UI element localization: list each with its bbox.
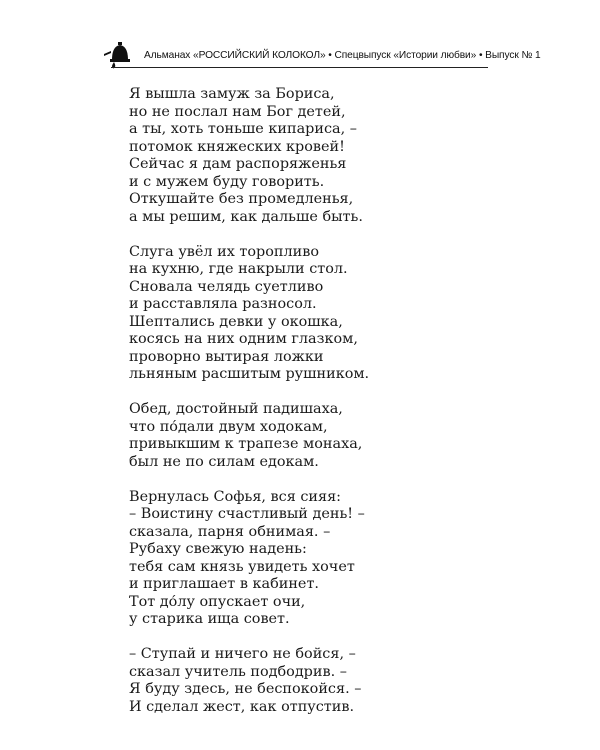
poem-line: Сейчас я дам распоряженья: [129, 156, 347, 172]
poem-line: – Воистину счастливый день! –: [129, 506, 365, 522]
poem-line: и расставляла разносол.: [129, 296, 317, 312]
poem-line: И сделал жест, как отпустив.: [129, 698, 355, 715]
poem-line: Я буду здесь, не беспокойся. –: [129, 681, 362, 697]
running-header: Альманах «РОССИЙСКИЙ КОЛОКОЛ» • Спецвыпуск «Истории любви» • Выпуск № 1: [144, 50, 541, 61]
poem-line: у старика ища совет.: [129, 611, 290, 627]
poem-line: был не по силам едокам.: [129, 453, 319, 470]
poem-line: Обед, достойный падишаха,: [129, 401, 343, 417]
stanza: [129, 489, 489, 629]
poem-line: что по́дали двум ходокам,: [129, 418, 328, 435]
bell-icon: [101, 38, 135, 70]
poem-line: но не послал нам Бог детей,: [129, 103, 346, 120]
poem-line: потомок княжеских кровей!: [129, 138, 345, 155]
stanza: [129, 244, 489, 384]
poem-line: Я вышла замуж за Бориса,: [129, 86, 335, 102]
page-header: [101, 38, 541, 70]
poem-line: проворно вытирая ложки: [129, 348, 324, 365]
poem-line: Вернулась Софья, вся сияя:: [129, 488, 342, 505]
poem-line: сказала, парня обнимая. –: [129, 523, 331, 540]
poem-line: а мы решим, как дальше быть.: [129, 208, 363, 225]
poem-line: косясь на них одним глазком,: [129, 331, 358, 347]
stanza: [129, 646, 489, 716]
poem: [129, 86, 489, 734]
poem-line: Откушайте без промедленья,: [129, 191, 354, 207]
poem-line: на кухню, где накрыли стол.: [129, 261, 348, 277]
poem-line: Тот до́лу опускает очи,: [129, 593, 306, 610]
poem-line: и приглашает в кабинет.: [129, 576, 319, 592]
poem-line: и с мужем буду говорить.: [129, 173, 325, 190]
poem-line: Сновала челядь суетливо: [129, 278, 324, 295]
poem-line: Слуга увёл их торопливо: [129, 243, 319, 260]
poem-line: льняным расшитым рушником.: [129, 366, 370, 382]
header-divider: [111, 67, 488, 68]
poem-line: тебя сам князь увидеть хочет: [129, 558, 355, 575]
stanza: [129, 401, 489, 471]
stanza: [129, 86, 489, 226]
poem-line: а ты, хоть тоньше кипариса, –: [129, 121, 357, 137]
poem-line: – Ступай и ничего не бойся, –: [129, 646, 356, 662]
poem-line: Шептались девки у окошка,: [129, 313, 343, 330]
poem-line: сказал учитель подбодрив. –: [129, 663, 347, 680]
poem-line: привыкшим к трапезе монаха,: [129, 436, 363, 452]
poem-line: Рубаху свежую надень:: [129, 541, 307, 557]
